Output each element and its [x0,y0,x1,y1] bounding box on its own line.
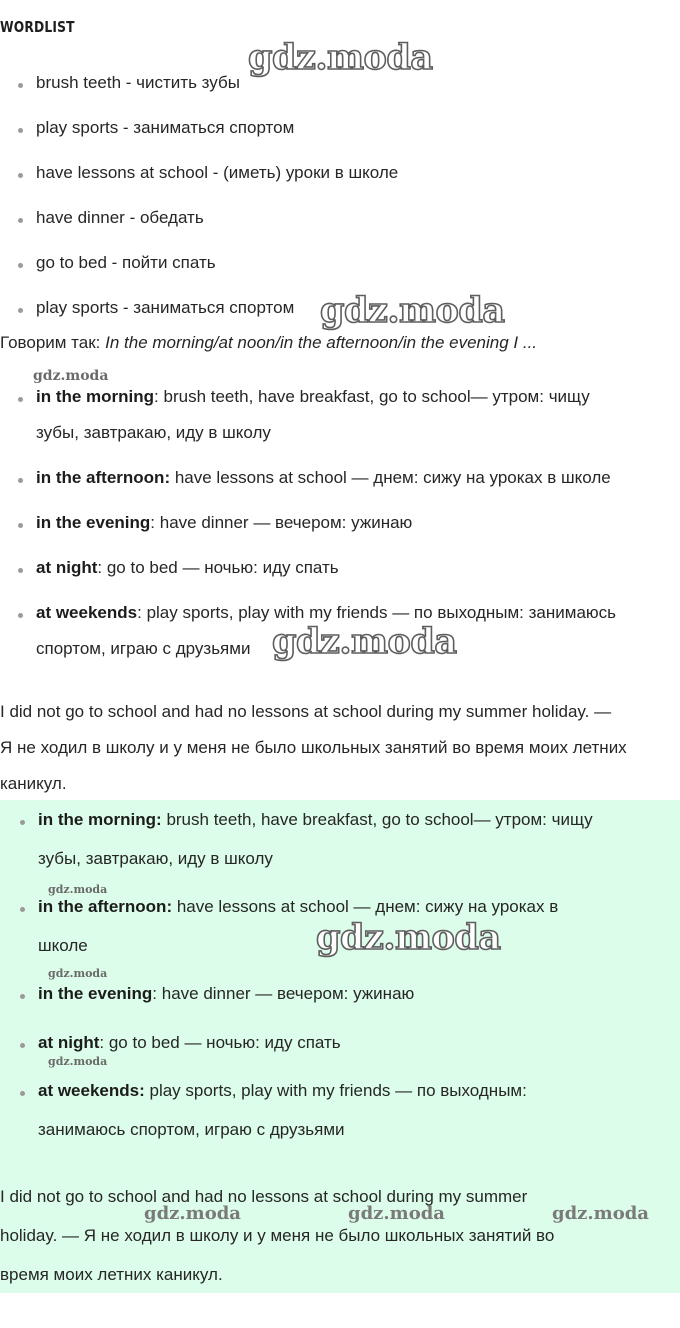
time-label: at night [38,1033,100,1052]
paragraph-line: holiday. — Я не ходил в школу и у меня не было школьных занятий во [0,1226,555,1245]
list-item-continuation: школе [38,936,88,955]
watermark-logo: gdz.moda [33,368,109,384]
watermark-logo: gdz.moda [48,883,108,896]
bullet-icon [18,83,23,88]
list-item: play sports - заниматься спортом [36,118,295,137]
bullet-icon [18,397,23,402]
watermark-logo: gdz.moda [316,917,501,958]
bullet-icon [18,478,23,483]
watermark-logo: gdz.moda [320,290,505,331]
paragraph-line: I did not go to school and had no lessons at school during my summer holiday. — [0,702,612,721]
list-item: play sports - заниматься спортом [36,298,295,317]
bullet-icon [18,263,23,268]
list-item: in the evening: have dinner — вечером: ужинаю [38,984,415,1003]
time-label: in the morning [36,387,155,406]
time-label: in the morning: [38,810,162,829]
list-item: at weekends: play sports, play with my friends — по выходным: занимаюсь [36,603,617,622]
list-item: in the afternoon: have lessons at school — днем: сижу на уроках в [38,897,559,916]
list-item: in the evening: have dinner — вечером: ужинаю [36,513,413,532]
watermark-logo: gdz.moda [272,621,457,662]
bullet-icon [20,994,25,999]
list-item-continuation: зубы, завтракаю, иду в школу [38,849,273,868]
bullet-icon [18,173,23,178]
time-label: in the afternoon: [38,897,173,916]
list-item: have lessons at school - (иметь) уроки в школе [36,163,399,182]
paragraph-line: время моих летних каникул. [0,1265,223,1284]
watermark-logo: gdz.moda [348,1203,445,1224]
list-item: at night: go to bed — ночью: иду спать [36,558,339,577]
watermark-logo: gdz.moda [144,1203,241,1224]
time-label: in the evening [38,984,153,1003]
bullet-icon [20,820,25,825]
paragraph-line: I did not go to school and had no lessons at school during my summer [0,1187,528,1206]
bullet-icon [18,523,23,528]
bullet-icon [18,308,23,313]
bullet-icon [20,907,25,912]
time-label: at weekends [36,603,138,622]
list-item: at weekends: play sports, play with my friends — по выходным: [38,1081,527,1100]
watermark-logo: gdz.moda [48,1055,108,1068]
watermark-logo: gdz.moda [552,1203,649,1224]
wordlist-heading: WORDLIST [0,18,75,36]
bullet-icon [20,1091,25,1096]
bullet-icon [18,568,23,573]
watermark-logo: gdz.moda [48,967,108,980]
time-label: in the afternoon: [36,468,171,487]
list-item: brush teeth - чистить зубы [36,73,240,92]
paragraph-line: каникул. [0,774,67,793]
list-item: go to bed - пойти спать [36,253,216,272]
list-item: at night: go to bed — ночью: иду спать [38,1033,341,1052]
time-label: in the evening [36,513,151,532]
list-item-continuation: занимаюсь спортом, играю с друзьями [38,1120,345,1139]
intro-phrase: In the morning/at noon/in the afternoon/in the evening I ... [105,333,538,352]
bullet-icon [18,218,23,223]
bullet-icon [20,1043,25,1048]
bullet-icon [18,613,23,618]
list-item: in the afternoon: have lessons at school — днем: сижу на уроках в школе [36,468,611,487]
intro-prefix: Говорим так: [0,333,106,352]
time-label: at night [36,558,98,577]
watermark-logo: gdz.moda [248,37,433,78]
time-label: at weekends: [38,1081,145,1100]
list-item: have dinner - обедать [36,208,204,227]
list-item: in the morning: brush teeth, have breakfast, go to school— утром: чищу [36,387,590,406]
bullet-icon [18,128,23,133]
list-item-continuation: спортом, играю с друзьями [36,639,251,658]
list-item: in the morning: brush teeth, have breakfast, go to school— утром: чищу [38,810,593,829]
list-item-continuation: зубы, завтракаю, иду в школу [36,423,271,442]
intro-line [0,333,537,353]
paragraph-line: Я не ходил в школу и у меня не было школьных занятий во время моих летних [0,738,627,757]
